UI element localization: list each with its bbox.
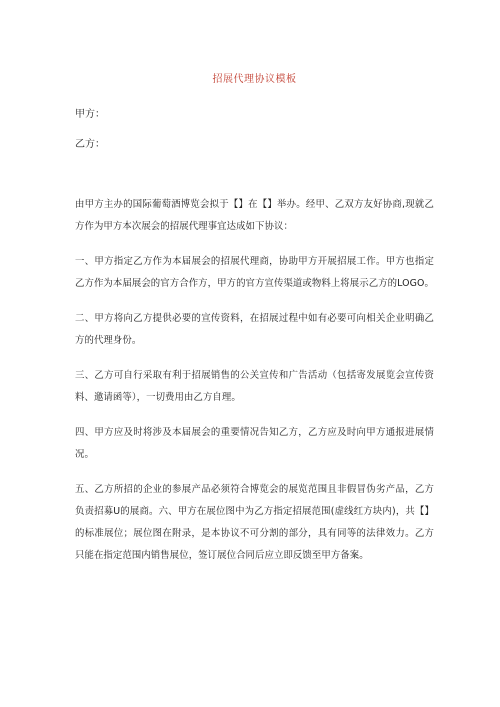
paragraph-clause-5-6: 五、乙方所招的企业的参展产品必须符合博览会的展览范围且非假冒伪劣产品，乙方负责招募U的展商。六、甲方在展位图中为乙方指定招展范围(虚线红方块内)，共【】的标准展位；展位图在附录，是本协议不可分割的部分，具有同等的法律效力。乙方只能在指定范围内销售展位，签订展位合同后应立即反馈至甲方备案。 (75, 484, 434, 561)
paragraph-intro: 由甲方主办的国际葡萄酒博览会拟于【】在【】举办。经甲、乙双方友好协商,现就乙方作为甲方本次展会的招展代理事宜达成如下协议： (75, 199, 434, 232)
party-a-label: 甲方： (75, 109, 105, 120)
paragraph-clause-4: 四、甲方应及时将涉及本届展会的重要情况告知乙方，乙方应及时向甲方通报进展情况。 (75, 427, 434, 460)
party-b-label: 乙方： (75, 139, 105, 150)
document-title: 招展代理协议模板 (212, 74, 297, 85)
paragraph-clause-2: 二、甲方将向乙方提供必要的宣传资料，在招展过程中如有必要可向相关企业明确乙方的代理身份。 (75, 313, 434, 346)
paragraph-clause-3: 三、乙方可自行采取有利于招展销售的公关宣传和广告活动（包括寄发展览会宣传资料、邀请函等），一切费用由乙方自理。 (75, 370, 434, 403)
paragraph-clause-1: 一、甲方指定乙方作为本届展会的招展代理商，协助甲方开展招展工作。甲方也指定乙方作为本届展会的官方合作方，甲方的官方宣传渠道或物料上将展示乙方的LOGO。 (75, 256, 434, 289)
